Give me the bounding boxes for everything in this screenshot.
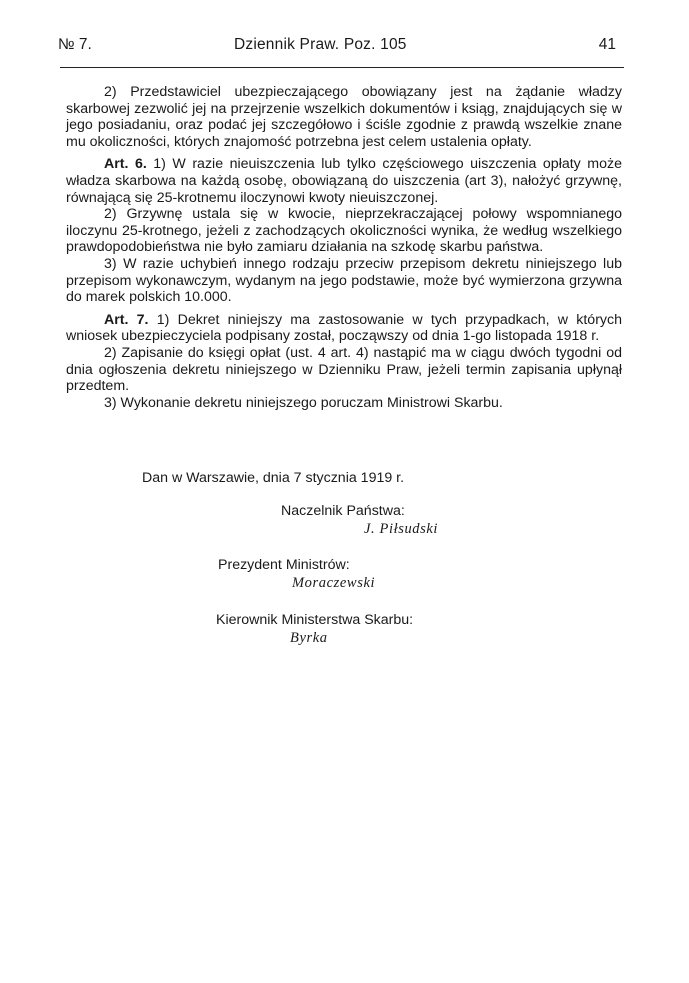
paragraph-art6-2 [66,206,622,256]
paragraph-text: 1) W razie nieuiszczenia lub tylko częściowego uiszczenia opłaty może władza skarbowa na każdą osobę, obowiązaną do uiszczenia (art 3), nałożyć grzywnę, równającą się 25-krotnemu iloczynowi kwoty nieuiszczonej. [66,156,622,206]
page-header [58,36,624,58]
paragraph-art7-2 [66,345,622,395]
signatory-title-treasury: Kierownik Ministerstwa Skarbu: [216,612,414,628]
paragraph-text: 2) Przedstawiciel ubezpieczającego obowiązany jest na żądanie władzy skarbowej zezwolić jej na przejrzenie wszelkich dokumentów i ksiąg, znajdujących się w jego posiadaniu, oraz podać jej szczegółowo i ściśle zgodnie z prawdą wszelkie znane mu okoliczności, których znajomość potrzebna jest celem ustalenia opłaty. [66,84,622,150]
date-line: Dan w Warszawie, dnia 7 stycznia 1919 r. [142,470,405,486]
paragraph-text: 3) Wykonanie dekretu niniejszego poruczam Ministrowi Skarbu. [104,394,503,411]
document-body [66,84,622,411]
paragraph-art6-1 [66,156,622,206]
paragraph-art6-3 [66,256,622,306]
signatory-name-prime-minister: Moraczewski [292,575,376,591]
signatory-name-treasury: Byrka [290,630,328,646]
signatory-title-head-of-state: Naczelnik Państwa: [281,503,405,519]
paragraph-text: 1) Dekret niniejszy ma zastosowanie w tych przypadkach, w których wniosek ubezpieczyciela podpisany został, począwszy od dnia 1-go listopada 1918 r. [66,311,622,345]
paragraph-text: 2) Grzywnę ustala się w kwocie, nieprzekraczającej połowy wspomnianego iloczynu 25-krotnego, jeżeli z zachodzących okoliczności wynika, że według wszelkiego prawdopodobieństwa nie było zamiaru działania na szkodę skarbu państwa. [66,206,622,256]
signatory-name-head-of-state: J. Piłsudski [364,521,439,537]
article-label: Art. 7. [104,311,149,328]
header-rule [60,67,624,68]
paragraph-text: 3) W razie uchybień innego rodzaju przeciw przepisom dekretu niniejszego lub przepisom wykonawczym, wydanym na jego podstawie, może być wymierzona grzywna do marek polskich 10.000. [66,255,622,306]
paragraph-art7-3 [66,395,622,412]
journal-title: Dziennik Praw. Poz. 105 [234,36,407,53]
page-number: 41 [598,36,616,53]
signatory-title-prime-minister: Prezydent Ministrów: [218,557,350,573]
issue-number: № 7. [58,36,92,53]
article-label: Art. 6. [104,156,147,173]
paragraph-art7-1 [66,312,622,345]
paragraph-art5-2 [66,84,622,150]
paragraph-text: 2) Zapisanie do księgi opłat (ust. 4 art. 4) nastąpić ma w ciągu dwóch tygodni od dnia ogłoszenia dekretu niniejszego w Dzienniku Praw, jeżeli termin zapisania upłynął przedtem. [66,344,622,395]
